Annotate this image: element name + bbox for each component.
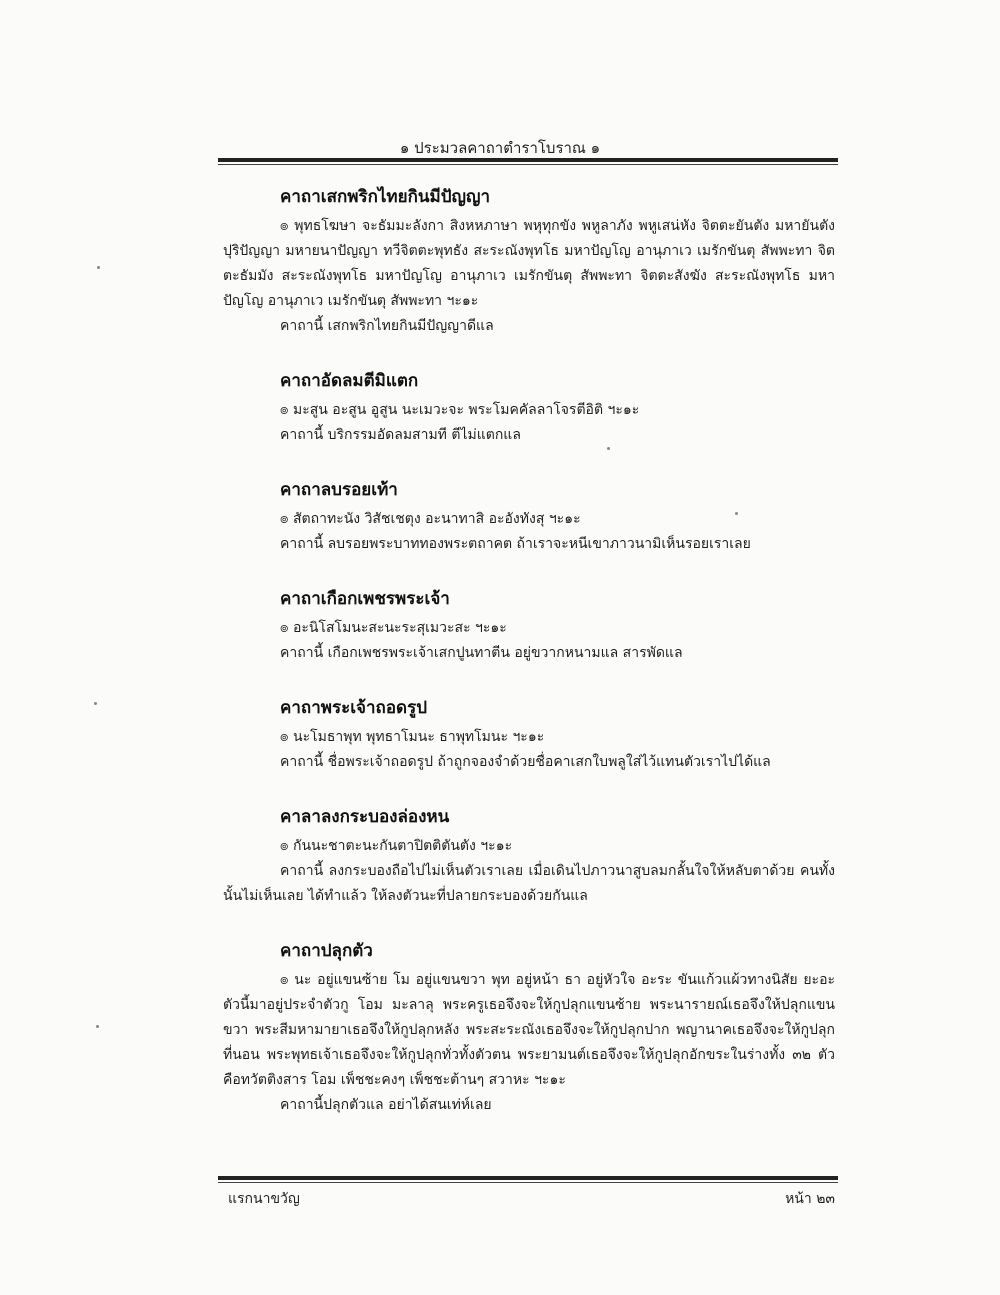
- scan-speck: [97, 266, 100, 269]
- mantra-text: ๏ พุทธโฆษา จะธัมมะลังกา สิงหหภาษา พหุทุกขัง พหูลาภัง พหูเสน่หัง จิตตะยันตัง มหายันตัง ปุริปัญญา มหายนาปัญญา ทวีจิตตะพุทธัง สะระณังพุทโธ มหาปัญโญ อานุภาเว เมรักขันตุ สัพพะทา จิตตะธัมมัง สะระณังพุทโธ มหาปัญโญ อานุภาเว เมรักขันตุ สัพพะทา จิตตะสังฆัง สะระณังพุทโธ มหาปัญโญ อานุภาเว เมรักขันตุ สัพพะทา ฯะ๑ะ: [223, 218, 835, 309]
- section-footprint: [223, 477, 835, 557]
- section-title: คาถาลบรอยเท้า: [280, 480, 398, 500]
- usage-note: คาถานี้ บริกรรมอัดลมสามที ตีไม่แตกแล: [280, 427, 521, 443]
- section-title: คาถาพระเจ้าถอดรูป: [280, 698, 428, 718]
- page-body: [223, 184, 835, 1118]
- usage-note: คาถานี้ ลบรอยพระบาททองพระตถาคต ถ้าเราจะหนีเขาภาวนามิเห็นรอยเราเลย: [280, 536, 751, 552]
- mantra-text: ๏ อะนิโสโมนะสะนะระสุเมวะสะ ฯะ๑ะ: [280, 620, 507, 636]
- section-diamond-shoe: [223, 586, 835, 666]
- section-invisibility-staff: [223, 804, 835, 909]
- section-title: คาถาอัดลมตีมิแตก: [280, 371, 419, 391]
- mantra-text: ๏ นะโมธาพุท พุทธาโมนะ ธาพุทโมนะ ฯะ๑ะ: [280, 729, 545, 745]
- mantra-text: ๏ กันนะชาตะนะกันตาปิตติตันตัง ฯะ๑ะ: [280, 838, 513, 854]
- header-rule: [218, 158, 838, 165]
- section-shapeshift: [223, 695, 835, 775]
- section-title: คาลาลงกระบองล่องหน: [280, 807, 450, 827]
- usage-note: คาถานี้ ลงกระบองถือไปไม่เห็นตัวเราเลย เมื่อเดินไปภาวนาสูบลมกลั้นใจให้หลับตาด้วย คนทั้งนั้นไม่เห็นเลย ได้ทำแล้ว ให้ลงตัวนะที่ปลายกระบองด้วยกันแล: [223, 863, 835, 904]
- scan-speck: [94, 702, 97, 705]
- usage-note: คาถานี้ เสกพริกไทยกินมีปัญญาดีแล: [280, 318, 494, 334]
- section-title: คาถาเกือกเพชรพระเจ้า: [280, 589, 450, 609]
- mantra-text: ๏ มะสูน อะสูน อูสูน นะเมวะจะ พระโมคคัลลาโจรตีอิติ ฯะ๑ะ: [280, 402, 640, 418]
- mantra-text: ๏ สัตถาทะนัง วิสัชเชตุง อะนาทาสิ อะอังทังสุ ฯะ๑ะ: [280, 511, 581, 527]
- usage-note: คาถานี้ เกือกเพชรพระเจ้าเสกปูนทาตีน อยู่ขวากหนามแล สารพัดแล: [280, 645, 683, 661]
- section-awaken-body: [223, 938, 835, 1118]
- scan-speck: [96, 1025, 99, 1028]
- running-header: ๑ ประมวลคาถาตำราโบราณ ๑: [399, 139, 601, 157]
- page-number: หน้า ๒๓: [785, 1191, 835, 1207]
- section-wind: [223, 368, 835, 448]
- mantra-text: ๏ นะ อยู่แขนซ้าย โม อยู่แขนขวา พุท อยู่หน้า ธา อยู่หัวใจ อะระ ขันแก้วแผ้วทางนิสัย ยะอะ ตัวนี้มาอยู่ประจำตัวกู โอม มะลาลุ พระครูเธอจึงจะให้กูปลุกแขนซ้าย พระนารายณ์เธอจึงให้ปลุกแขนขวา พระสีมหามายาเธอจึงให้กูปลุกหลัง พระสะระณังเธอจึงจะให้กูปลุกปาก พญานาคเธอจึงจะให้กูปลุกที่นอน พระพุทธเจ้าเธอจึงจะให้กูปลุกทั่วทั้งตัวตน พระยามนต์เธอจึงจะให้กูปลุกอักขระในร่างทั้ง ๓๒ ตัว คือทวัตติงสาร โอม เพ็ชชะคงๆ เพ็ชชะต้านๆ สวาหะ ฯะ๑ะ: [223, 972, 835, 1088]
- footer-rule: [218, 1176, 838, 1183]
- usage-note: คาถานี้ปลุกตัวแล อย่าได้สนเท่ห์เลย: [280, 1097, 492, 1113]
- footer-book-title: แรกนาขวัญ: [228, 1191, 300, 1207]
- section-pepper: [223, 184, 835, 339]
- section-title: คาถาปลุกตัว: [280, 941, 373, 961]
- section-title: คาถาเสกพริกไทยกินมีปัญญา: [280, 187, 491, 207]
- usage-note: คาถานี้ ชื่อพระเจ้าถอดรูป ถ้าถูกจองจำด้วยชื่อคาเสกใบพลูใส่ไว้แทนตัวเราไปได้แล: [280, 754, 771, 770]
